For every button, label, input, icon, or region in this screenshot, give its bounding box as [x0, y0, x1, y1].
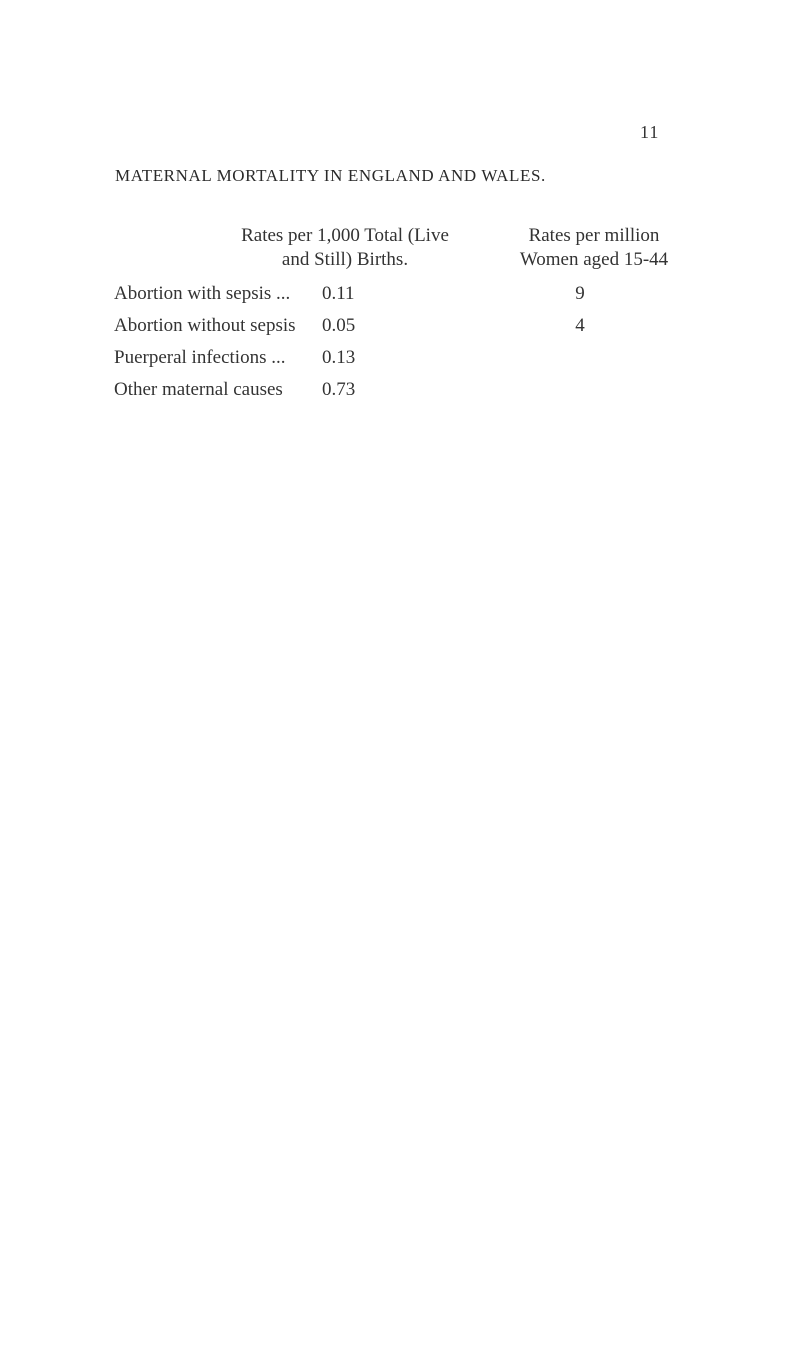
column-header-line: Women aged 15-44 [519, 249, 669, 270]
column-header-rate-per-million-women [496, 224, 692, 272]
cause-label: Abortion with sepsis ... [114, 283, 291, 304]
table-row [0, 379, 800, 405]
column-header-line: Rates per 1,000 Total (Live [241, 225, 449, 246]
rate-per-1000-births: 0.05 [322, 315, 356, 336]
table-row [0, 283, 800, 309]
table-row [0, 315, 800, 341]
rate-per-million-women: 9 [575, 283, 585, 304]
rate-per-1000-births: 0.73 [322, 379, 356, 400]
page-number: 11 [640, 122, 660, 142]
column-header-rate-per-1000-births [200, 224, 490, 272]
column-header-line: Rates per million [528, 225, 660, 246]
table-row [0, 347, 800, 373]
cause-label: Abortion without sepsis [114, 315, 296, 336]
cause-label: Other maternal causes [114, 379, 283, 400]
column-header-line: and Still) Births. [281, 249, 409, 270]
cause-label: Puerperal infections ... [114, 347, 286, 368]
rate-per-1000-births: 0.13 [322, 347, 356, 368]
rate-per-1000-births: 0.11 [322, 283, 355, 304]
page-title: MATERNAL MORTALITY IN ENGLAND AND WALES. [115, 166, 546, 185]
rate-per-million-women: 4 [575, 315, 585, 336]
